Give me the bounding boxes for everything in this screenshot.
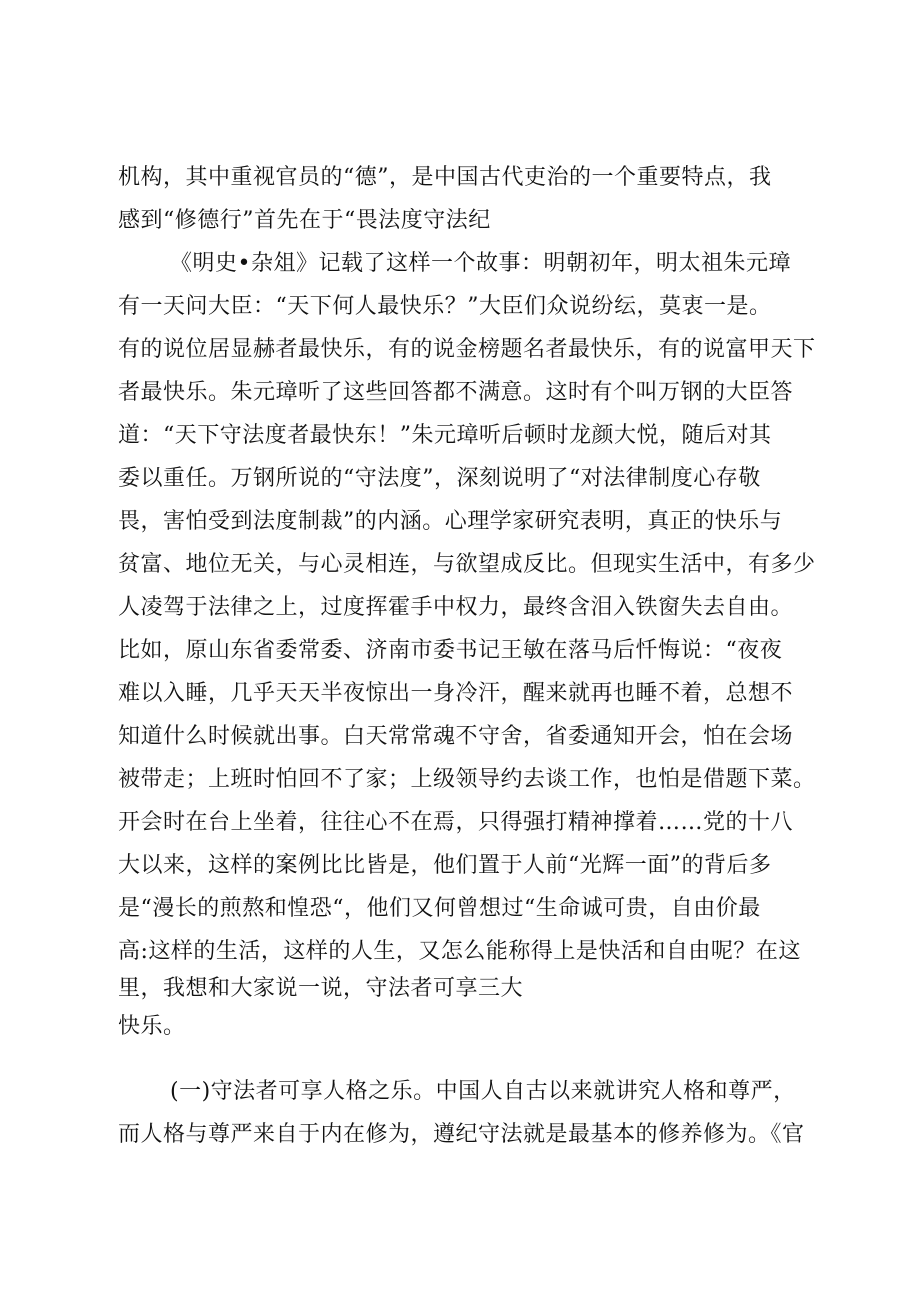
body-text (118, 156, 818, 1156)
text-line: 人凌驾于法律之上，过度挥霍手中权力，最终含泪入铁窗失去自由。 (118, 595, 794, 620)
text-line: 畏，害怕受到法度制裁”的内涵。心理学家研究表明，真正的快乐与 (118, 509, 783, 534)
text-line: 机构，其中重视官员的“德”，是中国古代吏治的一个重要特点，我 (118, 165, 772, 190)
text-line: 快乐。 (118, 1014, 186, 1039)
text-line: 而人格与尊严来自于内在修为，遵纪守法就是最基本的修养修为。《官 (118, 1122, 805, 1147)
paragraph-start-line: 《明史•杂俎》记载了这样一个故事：明朝初年，明太祖朱元璋 (170, 251, 791, 276)
text-line: 大以来，这样的案例比比皆是，他们置于人前“光辉一面”的背后多 (118, 853, 772, 878)
text-line: 者最快乐。朱元璋听了这些回答都不满意。这时有个叫万钢的大臣答 (118, 380, 794, 405)
text-line: 比如，原山东省委常委、济南市委书记王敏在落马后忏悔说：“夜夜 (118, 638, 783, 663)
text-line: 有的说位居显赫者最快乐，有的说金榜题名者最快乐，有的说富甲天下 (118, 337, 816, 362)
text-line: 贫富、地位无关，与心灵相连，与欲望成反比。但现实生活中，有多少 (118, 552, 816, 577)
text-line: 难以入睡，几乎天天半夜惊出一身冷汗，醒来就再也睡不着，总想不 (118, 681, 794, 706)
text-line: 委以重任。万钢所说的“守法度”，深刻说明了“对法律制度心存敬 (118, 466, 761, 491)
text-line: 感到“修德行”首先在于“畏法度守法纪 (118, 208, 491, 233)
text-line: 开会时在台上坐着，往往心不在焉，只得强打精神撑着……党的十八 (118, 810, 794, 835)
text-line: 里，我想和大家说一说，守法者可享三大 (118, 976, 524, 1001)
paragraph-start-line: (一)守法者可享人格之乐。中国人自古以来就讲究人格和尊严， (170, 1079, 796, 1104)
text-line: 高:这样的生活，这样的人生，又怎么能称得上是快活和自由呢？在这 (118, 939, 801, 964)
text-line: 有一天问大臣：“天下何人最快乐？”大臣们众说纷纭，莫衷一是。 (118, 294, 772, 319)
text-line: 知道什么时候就出事。白天常常魂不守舍，省委通知开会，怕在会场 (118, 724, 794, 749)
text-line: 道：“天下守法度者最快东！”朱元璋听后顿时龙颜大悦，随后对其 (118, 423, 772, 448)
text-line: 被带走；上班时怕回不了家；上级领导约去谈工作，也怕是借题下菜。 (118, 767, 816, 792)
text-line: 是“漫长的煎熬和惶恐“，他们又何曾想过“生命诚可贵，自由价最 (118, 896, 761, 921)
